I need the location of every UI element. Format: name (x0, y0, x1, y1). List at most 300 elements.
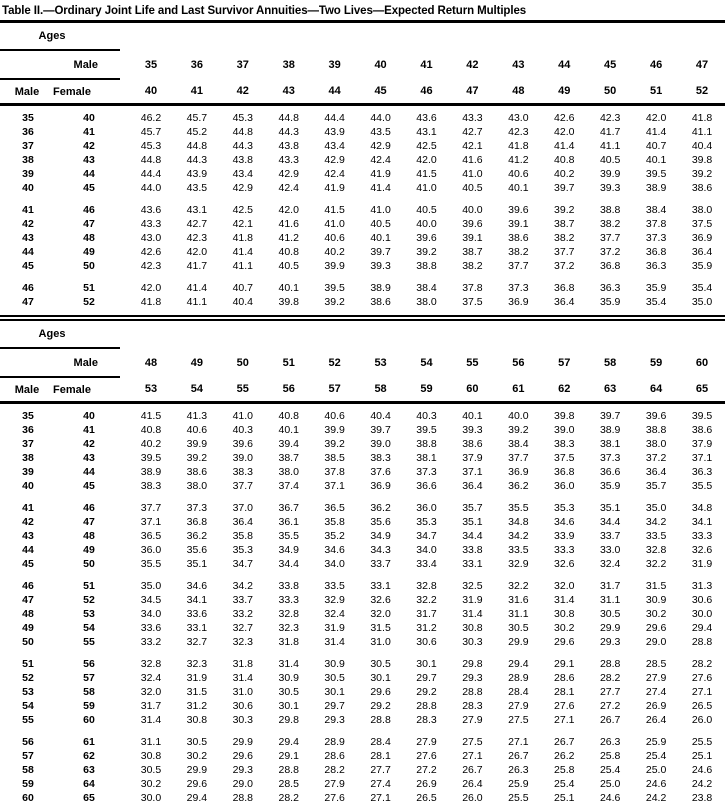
multiple-value: 41.8 (232, 232, 254, 244)
multiple-value: 39.6 (232, 438, 254, 450)
multiple-value: 39.3 (370, 260, 391, 272)
female-age-label: 49 (83, 246, 95, 258)
multiple-value: 28.1 (554, 686, 575, 698)
female-age-label: 57 (83, 672, 95, 684)
multiple-value: 39.5 (691, 410, 713, 422)
multiple-value: 39.9 (324, 260, 345, 272)
multiple-value: 42.7 (186, 218, 208, 230)
table-row (0, 153, 725, 167)
multiple-value: 37.3 (508, 282, 529, 294)
female-age-label: 43 (83, 452, 95, 464)
male-age-header: 46 (649, 58, 663, 71)
female-age-header: 51 (633, 79, 679, 105)
male-age-label: 41 (22, 204, 34, 216)
multiple-value: 44.3 (186, 154, 208, 166)
multiple-value: 28.6 (324, 750, 345, 762)
multiple-value: 38.6 (462, 438, 483, 450)
multiple-value: 32.9 (508, 558, 529, 570)
multiple-value: 39.0 (370, 438, 391, 450)
multiple-value: 35.6 (370, 516, 391, 528)
male-age-label: 45 (22, 260, 34, 272)
table-row (0, 763, 725, 777)
male-age-label: 55 (22, 714, 34, 726)
multiple-value: 28.8 (462, 686, 483, 698)
multiple-value: 37.1 (324, 480, 345, 492)
male-age-header: 58 (604, 356, 617, 369)
multiple-value: 39.8 (554, 410, 575, 422)
multiple-value: 35.9 (599, 296, 621, 308)
multiple-value: 42.3 (508, 126, 529, 138)
ages-label: Ages (0, 321, 120, 348)
multiple-value: 35.5 (140, 558, 162, 570)
multiple-value: 38.6 (186, 466, 208, 478)
female-age-label: 48 (83, 530, 95, 542)
multiple-value: 27.6 (691, 672, 713, 684)
multiple-value: 27.4 (645, 686, 667, 698)
male-age-label: 37 (22, 140, 34, 152)
multiple-value: 41.0 (462, 168, 483, 180)
multiple-value: 28.3 (462, 700, 483, 712)
male-age-label: 38 (22, 452, 34, 464)
female-age-header: 54 (174, 377, 220, 403)
multiple-value: 32.3 (232, 636, 254, 648)
female-age-label: 43 (83, 154, 95, 166)
multiple-value: 42.5 (232, 204, 254, 216)
female-age-header: 43 (266, 79, 312, 105)
multiple-value: 41.4 (554, 140, 575, 152)
multiple-value: 41.4 (370, 182, 391, 194)
multiple-value: 31.9 (462, 594, 483, 606)
female-age-label: 46 (83, 204, 95, 216)
multiple-value: 38.2 (462, 260, 483, 272)
multiple-value: 44.0 (140, 182, 162, 194)
multiple-value: 36.3 (645, 260, 667, 272)
multiple-value: 41.3 (186, 410, 208, 422)
multiple-value: 37.5 (691, 218, 713, 230)
multiple-value: 30.1 (370, 672, 391, 684)
multiple-value: 42.5 (416, 140, 437, 152)
multiple-value: 29.8 (278, 714, 299, 726)
multiple-value: 34.4 (599, 516, 621, 528)
male-age-label: 39 (22, 466, 34, 478)
multiple-value: 40.0 (416, 218, 437, 230)
multiple-value: 39.7 (370, 246, 391, 258)
male-age-label: 60 (22, 792, 34, 801)
male-age-label: 57 (22, 750, 34, 762)
multiple-value: 41.2 (508, 154, 529, 166)
multiple-value: 32.8 (416, 580, 437, 592)
female-age-label: 41 (83, 126, 95, 138)
multiple-value: 32.0 (370, 608, 391, 620)
female-age-header: 63 (587, 377, 633, 403)
multiple-value: 28.3 (416, 714, 437, 726)
multiple-value: 33.7 (599, 530, 621, 542)
multiple-value: 36.9 (691, 232, 713, 244)
multiple-value: 25.4 (554, 778, 575, 790)
multiple-value: 30.2 (186, 750, 208, 762)
multiple-value: 41.8 (508, 140, 529, 152)
table-row (0, 273, 725, 295)
multiple-value: 42.7 (462, 126, 483, 138)
male-age-label: 36 (22, 424, 34, 436)
male-age-label: 48 (22, 608, 34, 620)
multiple-value: 39.9 (324, 424, 345, 436)
spacer-cell (120, 181, 128, 195)
multiple-value: 33.2 (140, 636, 162, 648)
multiple-value: 29.4 (691, 622, 713, 634)
table-row (0, 295, 725, 309)
multiple-value: 42.0 (186, 246, 208, 258)
multiple-value: 38.9 (599, 424, 621, 436)
spacer-cell (120, 763, 128, 777)
multiple-value: 38.3 (232, 466, 254, 478)
multiple-value: 38.8 (416, 260, 437, 272)
multiple-value: 33.6 (140, 622, 162, 634)
male-age-header: 54 (420, 356, 433, 369)
multiple-value: 25.4 (645, 750, 667, 762)
male-age-label: 58 (22, 764, 34, 776)
multiple-value: 29.7 (324, 700, 345, 712)
multiple-value: 36.3 (691, 466, 713, 478)
spacer-cell (120, 153, 128, 167)
multiple-value: 41.1 (599, 140, 621, 152)
male-age-label: 43 (22, 530, 34, 542)
multiple-value: 31.6 (508, 594, 529, 606)
multiple-value: 37.1 (140, 516, 162, 528)
multiple-value: 35.7 (645, 480, 667, 492)
multiple-value: 25.9 (508, 778, 529, 790)
multiple-value: 32.8 (645, 544, 667, 556)
multiple-value: 38.2 (554, 232, 575, 244)
table-row (0, 437, 725, 451)
multiple-value: 42.4 (324, 168, 345, 180)
multiple-value: 29.6 (232, 750, 254, 762)
multiple-value: 33.0 (599, 544, 621, 556)
multiple-value: 40.1 (645, 154, 667, 166)
multiple-value: 25.0 (645, 764, 667, 776)
male-ages-header-row (0, 50, 725, 79)
female-age-header: 41 (174, 79, 220, 105)
female-age-label: 51 (83, 580, 95, 592)
multiple-value: 36.5 (140, 530, 162, 542)
table-row (0, 557, 725, 571)
spacer-cell (120, 699, 128, 713)
multiple-value: 37.8 (645, 218, 667, 230)
spacer-cell (120, 493, 128, 515)
multiple-value: 27.9 (462, 714, 483, 726)
multiple-value: 41.9 (324, 182, 345, 194)
multiple-value: 30.6 (232, 700, 254, 712)
male-age-header: 43 (512, 58, 525, 71)
multiple-value: 37.9 (462, 452, 483, 464)
multiple-value: 31.4 (324, 636, 345, 648)
multiple-value: 37.7 (599, 232, 621, 244)
multiple-value: 31.5 (370, 622, 391, 634)
multiple-value: 30.5 (508, 622, 529, 634)
multiple-value: 40.6 (324, 232, 345, 244)
multiple-value: 43.8 (232, 154, 254, 166)
multiple-value: 31.5 (186, 686, 208, 698)
multiple-value: 31.1 (599, 594, 621, 606)
multiple-value: 42.4 (370, 154, 391, 166)
multiple-value: 41.6 (462, 154, 483, 166)
spacer-cell (120, 167, 128, 181)
table-row (0, 699, 725, 713)
multiple-value: 41.1 (691, 126, 713, 138)
multiple-value: 26.9 (645, 700, 667, 712)
female-age-header: 48 (495, 79, 541, 105)
multiple-value: 30.8 (462, 622, 483, 634)
table-row (0, 245, 725, 259)
male-age-header: 39 (328, 58, 341, 71)
table-row (0, 713, 725, 727)
multiple-value: 32.8 (140, 658, 162, 670)
multiple-value: 40.5 (416, 204, 437, 216)
multiple-value: 35.5 (691, 480, 713, 492)
table-row (0, 727, 725, 749)
multiple-value: 41.4 (186, 282, 208, 294)
multiple-value: 27.6 (324, 792, 345, 801)
multiple-value: 32.5 (462, 580, 483, 592)
multiple-value: 31.4 (462, 608, 483, 620)
male-age-label: 46 (22, 282, 34, 294)
male-age-header: 41 (420, 58, 433, 71)
multiple-value: 43.9 (324, 126, 345, 138)
multiple-value: 29.1 (554, 658, 575, 670)
multiple-value: 28.2 (278, 792, 299, 801)
multiple-value: 37.3 (599, 452, 621, 464)
multiple-value: 29.9 (186, 764, 208, 776)
multiple-value: 34.0 (140, 608, 162, 620)
multiple-value: 41.7 (186, 260, 208, 272)
multiple-value: 33.5 (645, 530, 667, 542)
female-age-label: 44 (83, 466, 95, 478)
multiple-value: 38.6 (508, 232, 529, 244)
multiple-value: 31.9 (691, 558, 713, 570)
multiple-value: 32.0 (554, 580, 575, 592)
multiple-value: 34.1 (691, 516, 713, 528)
multiple-value: 40.7 (645, 140, 667, 152)
multiple-value: 38.0 (186, 480, 208, 492)
female-age-label: 41 (83, 424, 95, 436)
multiple-value: 43.6 (416, 112, 437, 124)
multiple-value: 38.0 (278, 466, 299, 478)
multiple-value: 28.8 (232, 792, 254, 801)
multiple-value: 38.5 (324, 452, 345, 464)
multiple-value: 39.6 (462, 218, 483, 230)
male-age-header: 36 (190, 58, 203, 71)
spacer-cell (120, 479, 128, 493)
multiple-value: 41.0 (232, 410, 254, 422)
multiple-value: 25.1 (554, 792, 575, 801)
multiple-value: 40.6 (186, 424, 208, 436)
female-age-header: 64 (633, 377, 679, 403)
female-age-label: 55 (83, 636, 95, 648)
female-age-label: 40 (83, 112, 95, 124)
multiple-value: 39.0 (232, 452, 254, 464)
multiple-value: 40.0 (462, 204, 483, 216)
multiple-value: 27.1 (508, 736, 529, 748)
table-row (0, 593, 725, 607)
male-header-label: Male (0, 348, 120, 377)
multiple-value: 40.2 (324, 246, 345, 258)
table-row (0, 621, 725, 635)
multiple-value: 38.9 (645, 182, 667, 194)
multiple-value: 24.6 (691, 764, 713, 776)
multiple-value: 44.0 (370, 112, 391, 124)
multiple-value: 34.0 (324, 558, 345, 570)
spacer-cell (120, 685, 128, 699)
multiple-value: 31.8 (232, 658, 254, 670)
multiple-value: 33.6 (186, 608, 208, 620)
multiple-value: 38.7 (554, 218, 575, 230)
multiple-value: 40.8 (554, 154, 575, 166)
multiple-value: 42.9 (370, 140, 391, 152)
multiple-value: 45.2 (186, 126, 208, 138)
multiple-value: 44.8 (278, 112, 299, 124)
multiple-value: 27.1 (462, 750, 483, 762)
female-age-header: 52 (679, 79, 725, 105)
multiple-value: 39.3 (599, 182, 621, 194)
female-age-header: 40 (128, 79, 174, 105)
multiple-value: 40.1 (278, 282, 299, 294)
multiple-value: 31.0 (232, 686, 254, 698)
multiple-value: 29.6 (186, 778, 208, 790)
spacer-cell (120, 593, 128, 607)
multiple-value: 39.6 (416, 232, 437, 244)
male-age-label: 49 (22, 622, 34, 634)
multiple-value: 27.1 (554, 714, 575, 726)
multiple-value: 43.5 (186, 182, 208, 194)
annuity-table-lower (0, 321, 725, 801)
table-row (0, 403, 725, 424)
male-age-label: 36 (22, 126, 34, 138)
multiple-value: 40.3 (416, 410, 437, 422)
female-age-header: 42 (220, 79, 266, 105)
multiple-value: 30.1 (416, 658, 437, 670)
multiple-value: 35.9 (599, 480, 621, 492)
multiple-value: 36.6 (599, 466, 621, 478)
male-ages-header-row (0, 348, 725, 377)
multiple-value: 32.3 (186, 658, 208, 670)
multiple-value: 30.3 (232, 714, 254, 726)
multiple-value: 39.2 (691, 168, 713, 180)
multiple-value: 43.3 (140, 218, 162, 230)
multiple-value: 39.2 (324, 438, 345, 450)
spacer-cell (120, 777, 128, 791)
female-age-header: 61 (495, 377, 541, 403)
multiple-value: 32.2 (416, 594, 437, 606)
multiple-value: 40.5 (370, 218, 391, 230)
multiple-value: 34.4 (462, 530, 483, 542)
multiple-value: 30.1 (278, 700, 299, 712)
multiple-value: 28.2 (599, 672, 621, 684)
female-age-header: 49 (541, 79, 587, 105)
multiple-value: 40.8 (278, 246, 299, 258)
spacer-cell (120, 543, 128, 557)
multiple-value: 25.5 (508, 792, 529, 801)
female-age-label: 58 (83, 686, 95, 698)
female-header-label: Female (48, 377, 120, 403)
female-age-label: 52 (83, 594, 95, 606)
male-age-header: 42 (466, 58, 479, 71)
multiple-value: 30.2 (554, 622, 575, 634)
male-age-header: 35 (144, 58, 158, 71)
male-age-label: 54 (22, 700, 34, 712)
multiple-value: 32.2 (645, 558, 667, 570)
multiple-value: 26.2 (554, 750, 575, 762)
multiple-value: 43.3 (462, 112, 483, 124)
female-age-header: 59 (404, 377, 450, 403)
multiple-value: 44.3 (278, 126, 299, 138)
multiple-value: 43.8 (278, 140, 299, 152)
multiple-value: 28.4 (508, 686, 529, 698)
multiple-value: 37.6 (370, 466, 391, 478)
multiple-value: 40.2 (554, 168, 575, 180)
male-age-header: 55 (466, 356, 479, 369)
multiple-value: 30.0 (691, 608, 713, 620)
multiple-value: 40.5 (462, 182, 483, 194)
multiple-value: 36.0 (416, 502, 437, 514)
male-age-header: 59 (649, 356, 663, 369)
male-age-header: 52 (328, 356, 341, 369)
multiple-value: 27.9 (416, 736, 437, 748)
male-age-header: 57 (558, 356, 571, 369)
multiple-value: 33.1 (370, 580, 391, 592)
female-age-label: 59 (83, 700, 95, 712)
male-age-label: 42 (22, 218, 34, 230)
multiple-value: 30.9 (278, 672, 299, 684)
multiple-value: 32.6 (370, 594, 391, 606)
multiple-value: 29.9 (508, 636, 529, 648)
male-age-label: 46 (22, 580, 34, 592)
multiple-value: 31.9 (186, 672, 208, 684)
multiple-value: 25.0 (599, 778, 621, 790)
spacer-cell (120, 529, 128, 543)
multiple-value: 35.0 (140, 580, 162, 592)
multiple-value: 35.5 (278, 530, 299, 542)
male-age-header: 45 (604, 58, 617, 71)
multiple-value: 24.2 (691, 778, 713, 790)
multiple-value: 26.3 (599, 736, 621, 748)
multiple-value: 36.5 (324, 502, 345, 514)
male-age-label: 44 (22, 246, 34, 258)
male-age-header: 49 (190, 356, 203, 369)
female-age-header: 56 (266, 377, 312, 403)
table-row (0, 543, 725, 557)
table-row (0, 125, 725, 139)
multiple-value: 42.1 (232, 218, 254, 230)
spacer-cell (120, 515, 128, 529)
multiple-value: 37.7 (508, 260, 529, 272)
multiple-value: 38.0 (645, 438, 667, 450)
multiple-value: 44.8 (186, 140, 208, 152)
multiple-value: 29.3 (232, 764, 254, 776)
male-age-label: 45 (22, 558, 34, 570)
multiple-value: 31.8 (278, 636, 299, 648)
female-age-label: 40 (83, 410, 95, 422)
multiple-value: 27.1 (370, 792, 391, 801)
female-age-label: 65 (83, 792, 95, 801)
multiple-value: 39.7 (599, 410, 621, 422)
multiple-value: 29.4 (278, 736, 299, 748)
multiple-value: 34.8 (508, 516, 529, 528)
multiple-value: 41.4 (232, 246, 254, 258)
multiple-value: 34.3 (370, 544, 391, 556)
multiple-value: 39.8 (278, 296, 299, 308)
spacer-cell (120, 621, 128, 635)
spacer-cell (120, 423, 128, 437)
